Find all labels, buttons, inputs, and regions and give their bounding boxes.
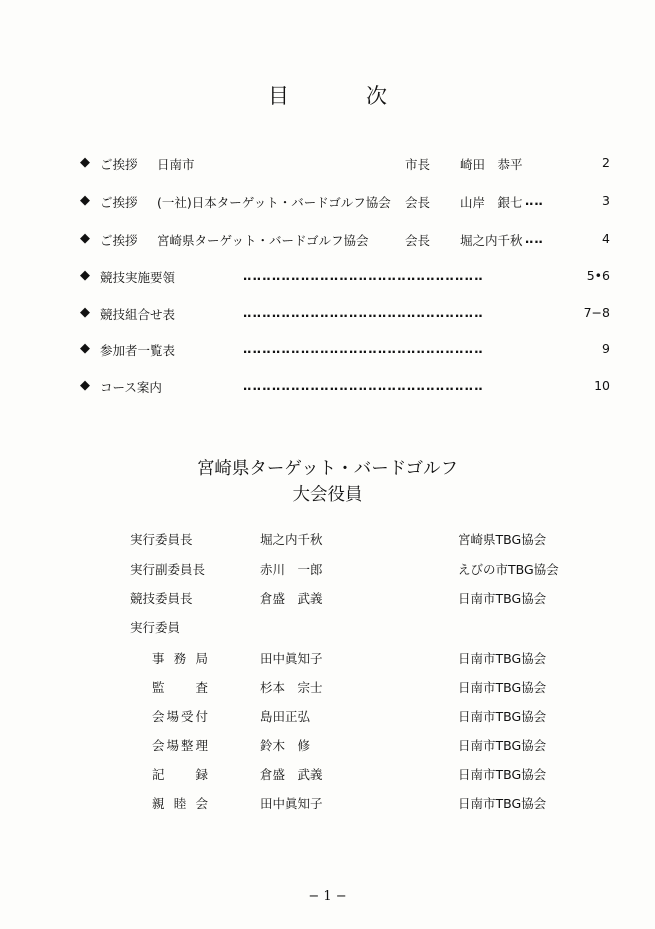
toc-leader-dots: ‥‥‥‥‥‥‥‥‥‥‥‥‥‥‥‥‥‥‥‥‥‥‥‥‥ <box>243 378 484 393</box>
toc-page-number: 4 <box>602 231 610 246</box>
toc-person-name: 山岸 銀七 <box>460 195 523 210</box>
officer-organization: 日南市TBG協会 <box>458 591 547 606</box>
officer-row <box>0 678 655 698</box>
officer-row <box>0 589 655 609</box>
officer-role: 実行委員 <box>130 620 181 635</box>
toc-person-name: 堀之内千秋 <box>460 233 523 248</box>
officer-role: 実行委員長 <box>130 532 193 547</box>
officer-organization: 宮崎県TBG協会 <box>458 532 547 547</box>
officer-name: 鈴木 修 <box>260 738 311 753</box>
toc-leader-dots: ‥‥ <box>525 193 544 208</box>
toc-person-name: 崎田 恭平 <box>460 157 523 172</box>
toc-label: 競技組合せ表 <box>100 307 176 322</box>
officers-heading-line1: 宮崎県ターゲット・バードゴルフ <box>196 459 459 479</box>
toc-page-number: 3 <box>602 193 610 208</box>
toc-leader-dots: ‥‥ <box>525 231 544 246</box>
officer-row <box>0 649 655 669</box>
officer-row <box>0 707 655 727</box>
officer-name: 赤川 一郎 <box>260 562 323 577</box>
officer-row <box>0 736 655 756</box>
officer-role: 親睦会 <box>152 796 208 811</box>
toc-label: ご挨拶 <box>100 195 138 210</box>
officer-role: 競技委員長 <box>130 591 193 606</box>
officer-organization: 日南市TBG協会 <box>458 767 547 782</box>
officer-name: 倉盛 武義 <box>260 767 323 782</box>
officer-role: 記録 <box>152 767 208 782</box>
officer-organization: 日南市TBG協会 <box>458 680 547 695</box>
toc-row[interactable] <box>80 193 610 213</box>
officer-name: 田中眞知子 <box>260 651 323 666</box>
toc-label: 参加者一覧表 <box>100 343 176 358</box>
toc-organization: 日南市 <box>157 157 195 172</box>
diamond-bullet-icon: ◆ <box>80 231 90 246</box>
toc-leader-dots: ‥‥‥‥‥‥‥‥‥‥‥‥‥‥‥‥‥‥‥‥‥‥‥‥‥ <box>243 268 484 283</box>
toc-row[interactable] <box>80 341 610 361</box>
toc-row[interactable] <box>80 378 610 398</box>
officer-row <box>0 560 655 580</box>
officer-name: 杉本 宗士 <box>260 680 323 695</box>
diamond-bullet-icon: ◆ <box>80 305 90 320</box>
toc-page-number: 7−8 <box>583 305 610 320</box>
toc-label: ご挨拶 <box>100 157 138 172</box>
officer-organization: 日南市TBG協会 <box>458 738 547 753</box>
toc-organization: (一社)日本ターゲット・バードゴルフ協会 <box>157 195 391 210</box>
toc-row[interactable] <box>80 268 610 288</box>
diamond-bullet-icon: ◆ <box>80 341 90 356</box>
toc-row[interactable] <box>80 305 610 325</box>
officer-row <box>0 765 655 785</box>
toc-role: 会長 <box>405 233 431 248</box>
toc-leader-dots: ‥‥‥‥‥‥‥‥‥‥‥‥‥‥‥‥‥‥‥‥‥‥‥‥‥ <box>243 341 484 356</box>
officer-name: 島田正弘 <box>260 709 311 724</box>
officer-row <box>0 794 655 814</box>
officer-role: 会場受付 <box>152 709 208 724</box>
toc-leader-dots: ‥‥‥‥‥‥‥‥‥‥‥‥‥‥‥‥‥‥‥‥‥‥‥‥‥ <box>243 305 484 320</box>
officer-name: 堀之内千秋 <box>260 532 323 547</box>
officer-organization: 日南市TBG協会 <box>458 651 547 666</box>
toc-row[interactable] <box>80 231 610 251</box>
officer-organization: えびの市TBG協会 <box>458 562 559 577</box>
toc-page-number: 5•6 <box>586 268 610 283</box>
officer-organization: 日南市TBG協会 <box>458 796 547 811</box>
page-title: 目 次 <box>268 84 415 108</box>
diamond-bullet-icon: ◆ <box>80 268 90 283</box>
toc-row[interactable] <box>80 155 610 175</box>
diamond-bullet-icon: ◆ <box>80 193 90 208</box>
toc-role: 会長 <box>405 195 431 210</box>
toc-role: 市長 <box>405 157 431 172</box>
officer-role: 会場整理 <box>152 738 208 753</box>
officer-role: 監査 <box>152 680 208 695</box>
toc-label: ご挨拶 <box>100 233 138 248</box>
toc-label: コース案内 <box>100 380 162 395</box>
officer-role: 事務局 <box>152 651 208 666</box>
officer-name: 倉盛 武義 <box>260 591 323 606</box>
toc-page-number: 10 <box>594 378 610 393</box>
officer-organization: 日南市TBG協会 <box>458 709 547 724</box>
diamond-bullet-icon: ◆ <box>80 155 90 170</box>
diamond-bullet-icon: ◆ <box>80 378 90 393</box>
officers-heading-line2: 大会役員 <box>292 485 363 505</box>
toc-organization: 宮崎県ターゲット・バードゴルフ協会 <box>157 233 369 248</box>
toc-label: 競技実施要領 <box>100 270 176 285</box>
officer-row <box>0 618 655 638</box>
page-number: − 1 − <box>308 889 347 904</box>
toc-page-number: 2 <box>602 155 610 170</box>
officer-row <box>0 530 655 550</box>
officer-name: 田中眞知子 <box>260 796 323 811</box>
toc-page-number: 9 <box>602 341 610 356</box>
officer-role: 実行副委員長 <box>130 562 206 577</box>
